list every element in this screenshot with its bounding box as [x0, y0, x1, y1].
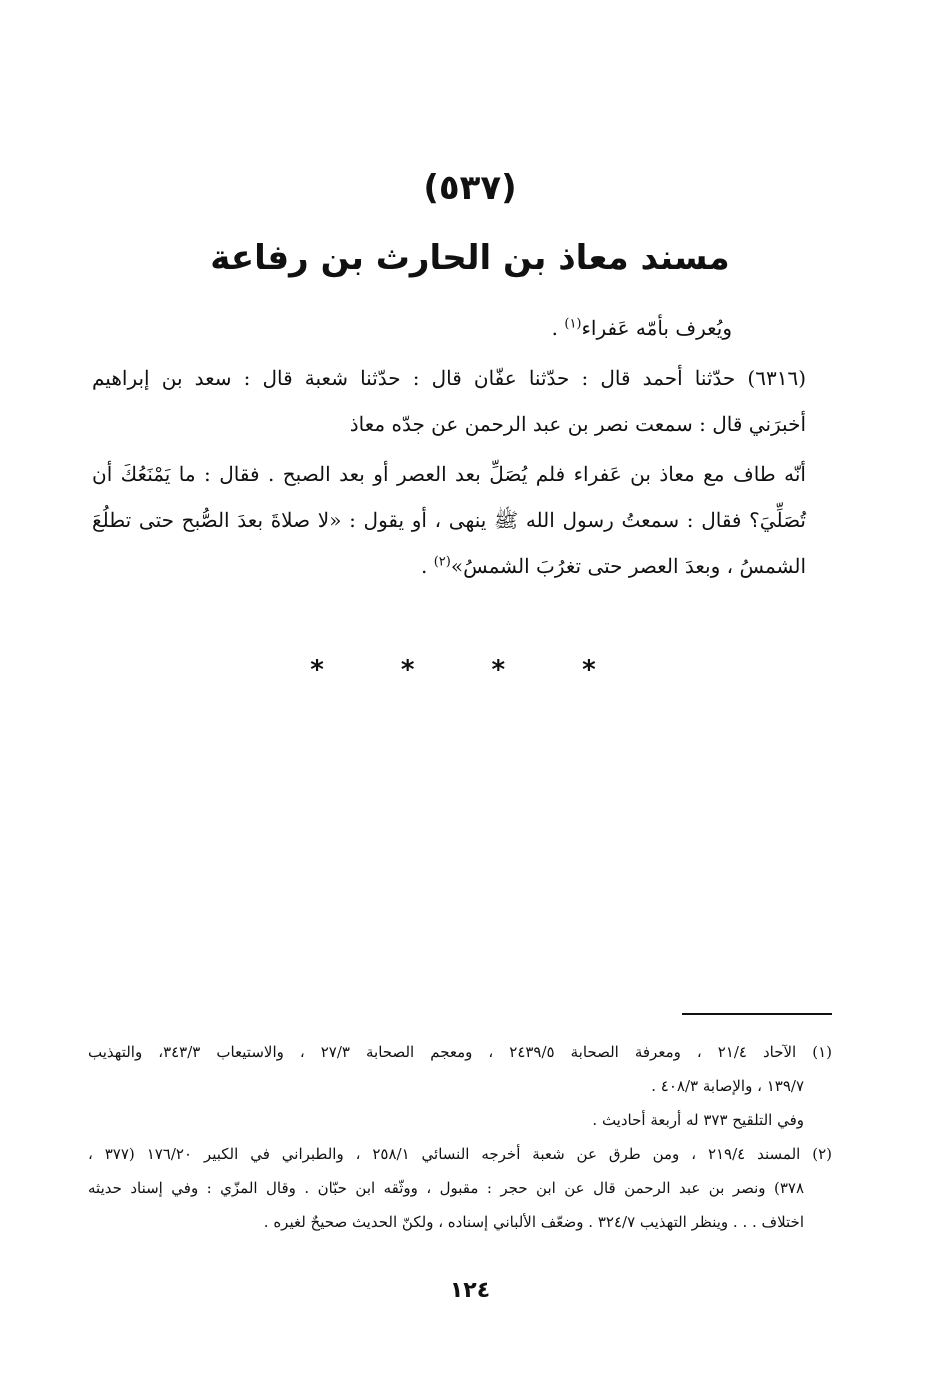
hadith-chain-line-2: أخبرَني قال : سمعت نصر بن عبد الرحمن عن جدّه معاذ [349, 412, 806, 436]
footnote-ref-1[interactable]: (١) [564, 316, 582, 332]
footnote-1-line-2: ١٣٩/٧ ، والإصابة ٤٠٨/٣ . [651, 1077, 804, 1095]
section-divider-stars: * * * * [310, 655, 630, 685]
footnote-2-line-3: اختلاف . . . وينظر التهذيب ٣٢٤/٧ . وضعّف الألباني إسناده ، ولكنّ الحديث صحيحٌ لغيره . [263, 1213, 804, 1231]
footnote-1 [88, 1035, 832, 1137]
footnote-2 [88, 1137, 832, 1239]
footnote-1-line-1: (١) الآحاد ٢١/٤ ، ومعرفة الصحابة ٢٤٣٩/٥ ، ومعجم الصحابة ٢٧/٣ ، والاستيعاب ٣٤٣/٣، والتهذيب [88, 1043, 832, 1061]
hadith-text-line-3 [92, 543, 832, 589]
hadith-chain [92, 355, 832, 447]
footnote-separator [682, 1013, 832, 1015]
hadith-text-line-2: تُصَلِّيَ؟ فقال : سمعتُ رسول الله ﷺ ينهى ، أو يقول : «لا صلاةَ بعدَ الصُّبح حتى تطلُعَ [92, 508, 806, 532]
intro-text: ويُعرف بأمّه عَفراء [581, 316, 732, 340]
intro-end: . [551, 316, 565, 340]
page-number: ١٢٤ [449, 1278, 491, 1303]
hadith-chain-line-1: (٦٣١٦) حدّثنا أحمد قال : حدّثنا عفّان قال : حدّثنا شعبة قال : سعد بن إبراهيم [92, 366, 806, 390]
hadith-text-line-3-content: الشمسُ ، وبعدَ العصر حتى تغرُبَ الشمسُ» [450, 554, 806, 578]
footnote-2-line-2: ٣٧٨) ونصر بن عبد الرحمن قال عن ابن حجر : مقبول ، ووثّقه ابن حبّان . وقال المزّي : وفي إسناد حديثه [88, 1179, 804, 1197]
hadith-text-end: . [421, 554, 434, 578]
footnotes [88, 1035, 832, 1239]
footnote-1-line-3: وفي التلقيح ٣٧٣ له أربعة أحاديث . [592, 1111, 804, 1129]
footnote-2-line-1: (٢) المسند ٢١٩/٤ ، ومن طرق عن شعبة أخرجه النسائي ٢٥٨/١ ، والطبراني في الكبير ١٧٦/٢٠ (٣٧٧ ، [88, 1145, 832, 1163]
section-title: مسند معاذ بن الحارث بن رفاعة [210, 238, 730, 278]
main-text [92, 305, 832, 593]
intro-paragraph [92, 305, 832, 351]
hadith-text [92, 451, 832, 589]
footnote-ref-2[interactable]: (٢) [433, 554, 451, 570]
hadith-text-line-1: أنّه طاف مع معاذ بن عَفراء فلم يُصَلِّ بعد العصر أو بعد الصبح . فقال : ما يَمْنَعُكَ أن [92, 462, 806, 486]
section-number: (٥٣٧) [423, 168, 517, 208]
